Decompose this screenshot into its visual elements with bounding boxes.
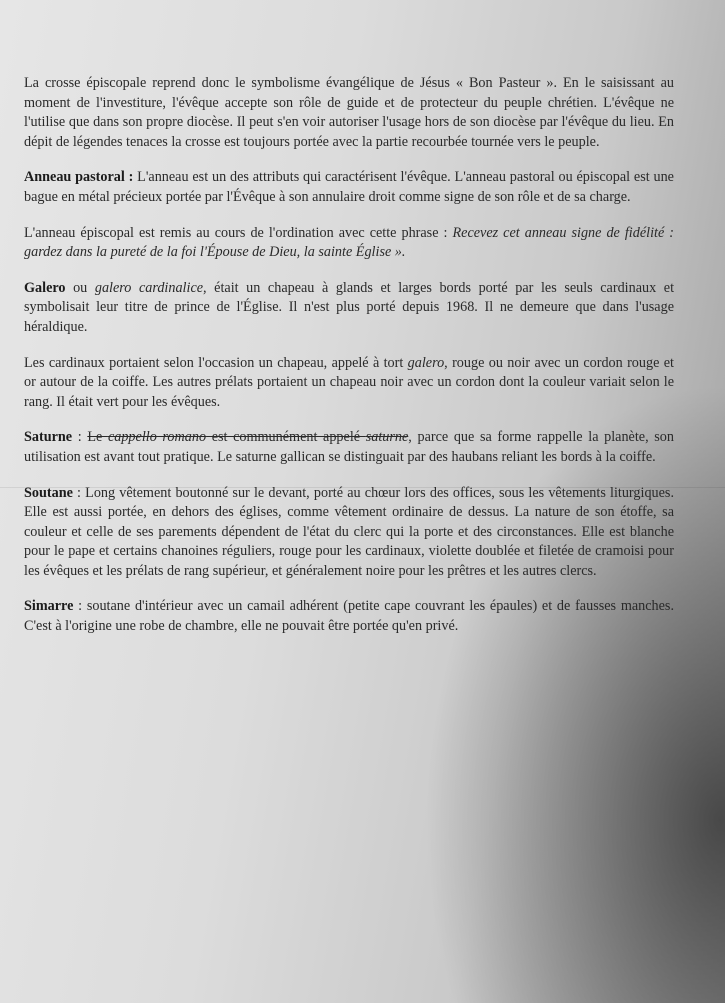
text-run: Recevez cet anneau signe de fidélité : gardez dans la pureté de la foi l'Épouse de Dieu, la sainte Église ».: [24, 224, 675, 261]
paragraph-anneau-ordination: [24, 224, 674, 263]
text-run: Les cardinaux portaient selon l'occasion un chapeau, appelé à tort: [24, 354, 408, 371]
paragraph-saturne: [24, 428, 674, 467]
text-run: cappello romano: [107, 429, 207, 446]
paragraph-cardinaux: [24, 354, 674, 413]
text-run: ou: [65, 279, 95, 296]
text-run: Le: [87, 429, 108, 446]
paragraph-simarre: [24, 597, 674, 636]
text-run: galero: [407, 354, 445, 371]
text-run: saturne: [365, 429, 409, 446]
text-run: La crosse épiscopale reprend donc le symbolisme évangélique de Jésus « Bon Pasteur ». En le saisissant au moment de l'investiture, l'évêque accepte son rôle de guide et de protecteur du peuple chrétien. L'évêque ne l'utilise que dans son propre diocèse. Il peut s'en voir autoriser l'usage hors de son diocèse par l'évêque du lieu. En dépit de légendes tenaces la crosse est toujours portée avec la partie recourbée tournée vers le peuple.: [24, 75, 674, 150]
term-heading: Saturne: [24, 429, 73, 446]
text-run: L'anneau épiscopal est remis au cours de l'ordination avec cette phrase :: [24, 224, 453, 241]
term-heading: Galero: [24, 279, 66, 296]
text-run: :: [72, 429, 88, 446]
text-run: : soutane d'intérieur avec un camail adhérent (petite cape couvrant les épaules) et de fausses manches. C'est à l'origine une robe de chambre, elle ne pouvait être portée qu'en privé.: [24, 598, 674, 635]
paragraph-soutane: [24, 484, 674, 582]
paragraph-galero: [24, 279, 674, 338]
term-heading: Simarre: [24, 598, 74, 615]
text-run: galero cardinalice: [94, 279, 204, 296]
document-page: [24, 74, 674, 653]
paragraph-crosse: [24, 74, 674, 152]
term-heading: Anneau pastoral :: [24, 169, 134, 186]
paragraph-anneau-pastoral: [24, 168, 674, 207]
term-heading: Soutane: [24, 484, 73, 501]
text-run: : Long vêtement boutonné sur le devant, porté au chœur lors des offices, sous les vêtements liturgiques. Elle est aussi portée, en dehors des églises, comme vêtement ordinaire de dessus. La nature de son étoffe, sa couleur et celle de ses parements dépendent de l'état du clerc qui la porte et des circonstances. Elle est blanche pour le pape et certains chanoines réguliers, rouge pour les cardinaux, violette doublée et filetée de cramoisi pour les évêques et les prélats de rang supérieur, et généralement noire pour les prêtres et les autres clercs.: [24, 484, 674, 579]
text-run: , était un chapeau à glands et larges bords porté par les seuls cardinaux et symbolisait leur titre de prince de l'Église. Il n'est plus porté depuis 1968. Il ne demeure que dans l'usage héraldique.: [24, 279, 675, 335]
text-run: , rouge ou noir avec un cordon rouge et or autour de la coiffe. Les autres prélats portaient un chapeau noir avec un cordon dont la couleur variait selon le rang. Il était vert pour les évêques.: [24, 354, 674, 410]
text-run: , parce que sa forme rappelle la planète, son utilisation est avant tout pratique. Le saturne gallican se distinguait par des haubans reliant les bords à la coiffe.: [24, 429, 674, 465]
text-run: est communément appelé: [206, 429, 366, 446]
text-run: L'anneau est un des attributs qui caractérisent l'évêque. L'anneau pastoral ou épiscopal est une bague en métal précieux portée par l'Évêque à son annulaire droit comme signe de son rôle et de sa charge.: [24, 169, 674, 205]
